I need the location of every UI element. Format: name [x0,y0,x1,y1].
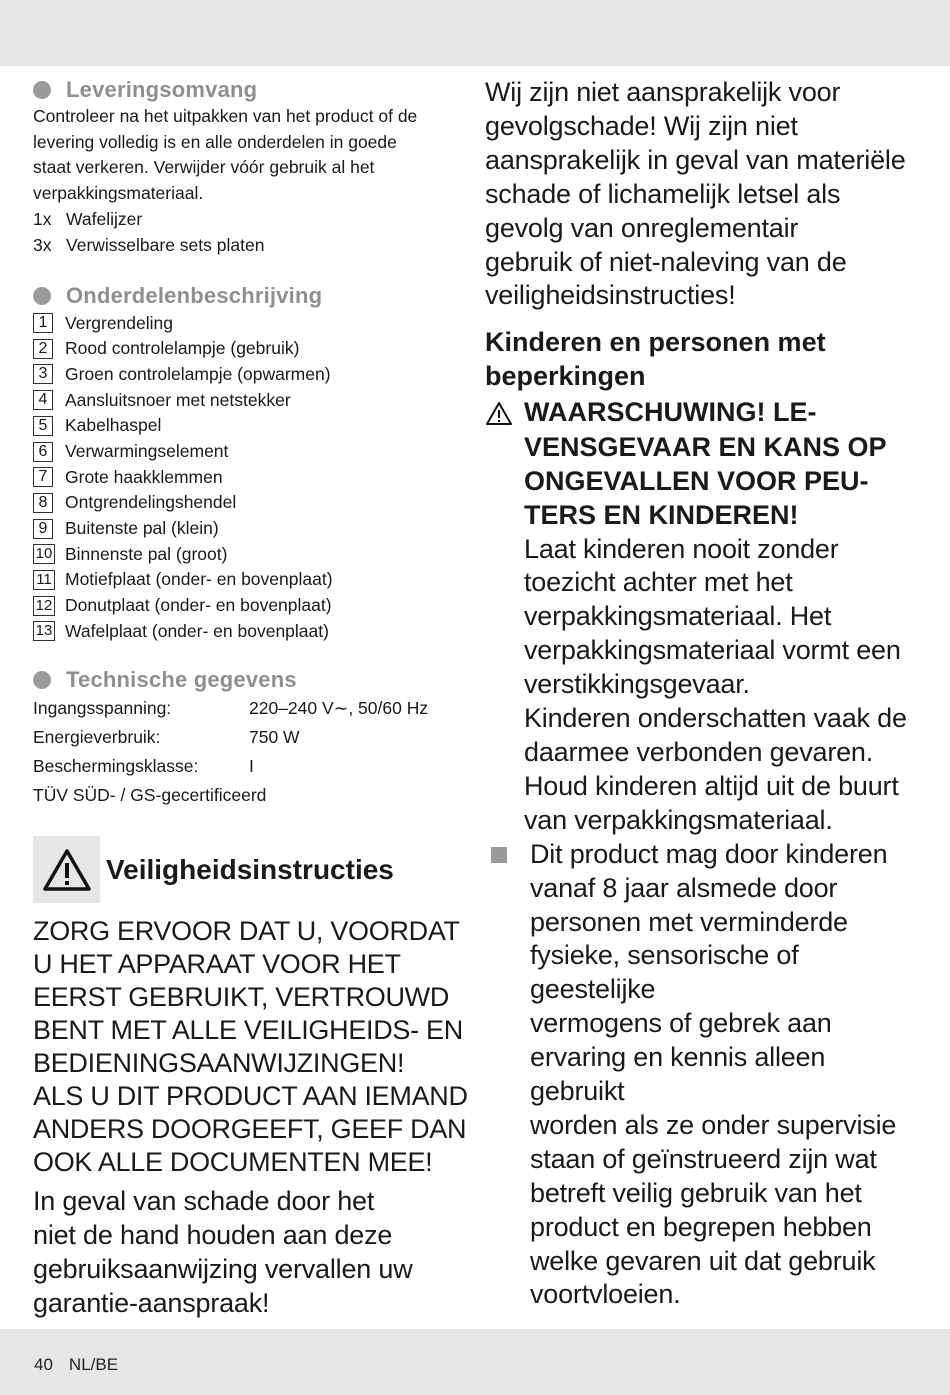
text-line: Dit product mag door kinderen [530,838,888,869]
text-line: ervaring en kennis alleen gebruikt [530,1042,826,1107]
heading-line: TERS EN KINDEREN! [524,500,799,531]
section-heading-technisch [33,666,468,694]
part-item [33,618,468,644]
part-item [33,362,468,388]
text-line: EERST GEBRUIKT, VERTROUWD [33,982,450,1013]
spec-value: I [249,756,254,777]
warning-heading [524,395,887,532]
left-column [33,76,468,1321]
delivery-item [33,233,468,259]
spec-row [33,694,468,723]
part-label: Aansluitsnoer met netstekker [65,389,291,410]
part-number: 5 [33,416,53,436]
heading-line: Kinderen en personen met [485,327,826,358]
text-line: U HET APPARAAT VOOR HET [33,949,401,980]
item-name: Wafelijzer [66,208,143,229]
text-line: ALS U DIT PRODUCT AAN IEMAND [33,1081,468,1112]
text-line: niet de hand houden aan deze [33,1220,393,1251]
item-qty: 3x [33,234,52,255]
part-label: Verwarmingselement [65,441,229,461]
safety-title: Veiligheidsinstructies [106,853,394,885]
spec-value: 750 W [249,727,300,748]
text-line: betreft veilig gebruik van het [530,1177,862,1208]
text-line: fysieke, sensorische of geestelijke [530,940,799,1005]
section-bullet-icon [33,671,51,689]
part-item [33,336,468,362]
text-line: Laat kinderen nooit zonder [524,533,839,564]
text-line: welke gevaren uit dat gebruik [530,1245,876,1276]
part-item [33,567,468,593]
text-line: BEDIENINGSAANWIJZINGEN! [33,1048,405,1079]
text-line: worden als ze onder supervisie [530,1109,897,1140]
text-line: product en begrepen hebben [530,1211,872,1242]
text-line: gebruiksaanwijzing vervallen uw [33,1253,413,1284]
heading-line: ONGEVALLEN VOOR PEU- [524,465,869,496]
section-heading-onderdelen [33,282,468,310]
parts-list [33,310,468,644]
part-label: Binnenste pal (groot) [65,543,228,564]
part-label: Kabelhaspel [65,415,162,436]
spec-label: Energieverbruik: [33,727,161,748]
text-line: vermogens of gebrek aan [530,1008,832,1039]
text-line: levering volledig is en alle onderdelen in goede [33,131,397,152]
text-line: Controleer na het uitpakken van het product of de [33,106,418,126]
item-qty: 1x [33,208,52,229]
part-item [33,516,468,542]
text-line: veiligheidsinstructies! [485,280,736,311]
text-line: garantie-aanspraak! [33,1287,270,1318]
footer-band [0,1329,950,1395]
text-line: ZORG ERVOOR DAT U, VOORDAT [33,916,460,947]
warning-block [485,395,925,532]
text-line: personen met verminderde [530,906,848,937]
part-label: Rood controlelampje (gebruik) [65,338,300,359]
part-item [33,464,468,490]
section-bullet-icon [33,287,51,305]
text-line: vanaf 8 jaar alsmede door [530,872,838,903]
part-number: 6 [33,442,53,462]
part-number: 3 [33,364,53,384]
header-band [0,0,950,66]
text-line: gevolgschade! Wij zijn niet [485,110,798,141]
text-line: In geval van schade door het [33,1186,375,1217]
text-line: Wij zijn niet aansprakelijk voor [485,77,841,107]
text-line: verpakkingsmateriaal vormt een [524,635,901,666]
part-label: Ontgrendelingshendel [65,492,237,513]
part-number: 2 [33,339,53,359]
warning-triangle-icon [33,836,100,903]
part-item [33,593,468,619]
part-number: 9 [33,519,53,539]
text-line: staat verkeren. Verwijder vóór gebruik al het [33,157,375,178]
part-number: 7 [33,467,53,487]
text-line: verpakkingsmateriaal. [33,183,204,204]
text-line: van verpakkingsmateriaal. [524,804,833,835]
damage-text [33,1185,468,1321]
warning-body [524,533,925,838]
right-column [485,76,925,1312]
part-item [33,439,468,465]
part-number: 10 [33,544,55,564]
part-item [33,541,468,567]
part-label: Buitenste pal (klein) [65,518,219,539]
warning-triangle-icon [485,395,524,532]
text-line: BENT MET ALLE VEILIGHEIDS- EN [33,1015,463,1046]
text-line: ANDERS DOORGEEFT, GEEF DAN [33,1114,467,1145]
spec-label: Ingangsspanning: [33,698,172,719]
safety-heading [33,836,468,903]
page-number: 40 [34,1355,53,1374]
text-line: voortvloeien. [530,1279,681,1310]
certification: TÜV SÜD- / GS-gecertificeerd [33,785,267,806]
text-line: gebruik of niet-naleving van de [485,246,847,277]
part-item [33,387,468,413]
delivery-item [33,207,468,233]
part-label: Groen controlelampje (opwarmen) [65,363,331,384]
liability-text [485,76,925,313]
text-line: gevolg van onreglementair [485,212,799,243]
section-bullet-icon [33,81,51,99]
text-line: schade of lichamelijk letsel als [485,178,841,209]
section-heading-levering [33,76,468,104]
spec-value: 220–240 V∼, 50/60 Hz [249,698,429,719]
text-line: daarmee verbonden gevaren. [524,736,874,767]
part-number: 4 [33,390,53,410]
part-item [33,310,468,336]
heading-line: VENSGEVAAR EN KANS OP [524,431,887,462]
spec-table [33,694,468,810]
text-line: verstikkingsgevaar. [524,669,750,700]
text-line: staan of geïnstrueerd zijn wat [530,1143,877,1174]
heading-line: beperkingen [485,361,646,392]
part-number: 8 [33,493,53,513]
part-item [33,413,468,439]
spec-row [33,723,468,752]
page-footer [34,1355,134,1375]
part-label: Donutplaat (onder- en bovenplaat) [65,595,332,616]
bullet-text [530,838,925,1313]
safety-caps-text [33,915,468,1179]
bullet-item [485,838,925,1313]
text-line: toezicht achter met het [524,567,793,598]
text-line: OOK ALLE DOCUMENTEN MEE! [33,1147,433,1178]
part-label: Motiefplaat (onder- en bovenplaat) [65,569,333,590]
section-title: Onderdelenbeschrijving [66,283,323,309]
spec-row [33,752,468,781]
part-label: Grote haakklemmen [65,466,223,487]
heading-line: WAARSCHUWING! LE- [524,397,817,428]
section-title: Technische gegevens [66,667,297,693]
part-label: Wafelplaat (onder- en bovenplaat) [65,620,329,641]
part-label: Vergrendeling [65,312,173,333]
item-name: Verwisselbare sets platen [66,234,265,255]
part-number: 13 [33,621,55,641]
text-line: Kinderen onderschatten vaak de [524,703,907,734]
part-number: 1 [33,313,53,333]
part-item [33,490,468,516]
spec-label: Beschermingsklasse: [33,756,199,777]
text-line: aansprakelijk in geval van materiële [485,144,906,175]
square-bullet-icon [491,847,507,863]
part-number: 11 [33,570,55,590]
part-number: 12 [33,596,55,616]
levering-text [33,104,468,207]
children-heading [485,325,925,393]
text-line: verpakkingsmateriaal. Het [524,601,832,632]
text-line: Houd kinderen altijd uit de buurt [524,770,899,801]
locale-label: NL/BE [68,1355,119,1374]
section-title: Leveringsomvang [66,77,258,102]
